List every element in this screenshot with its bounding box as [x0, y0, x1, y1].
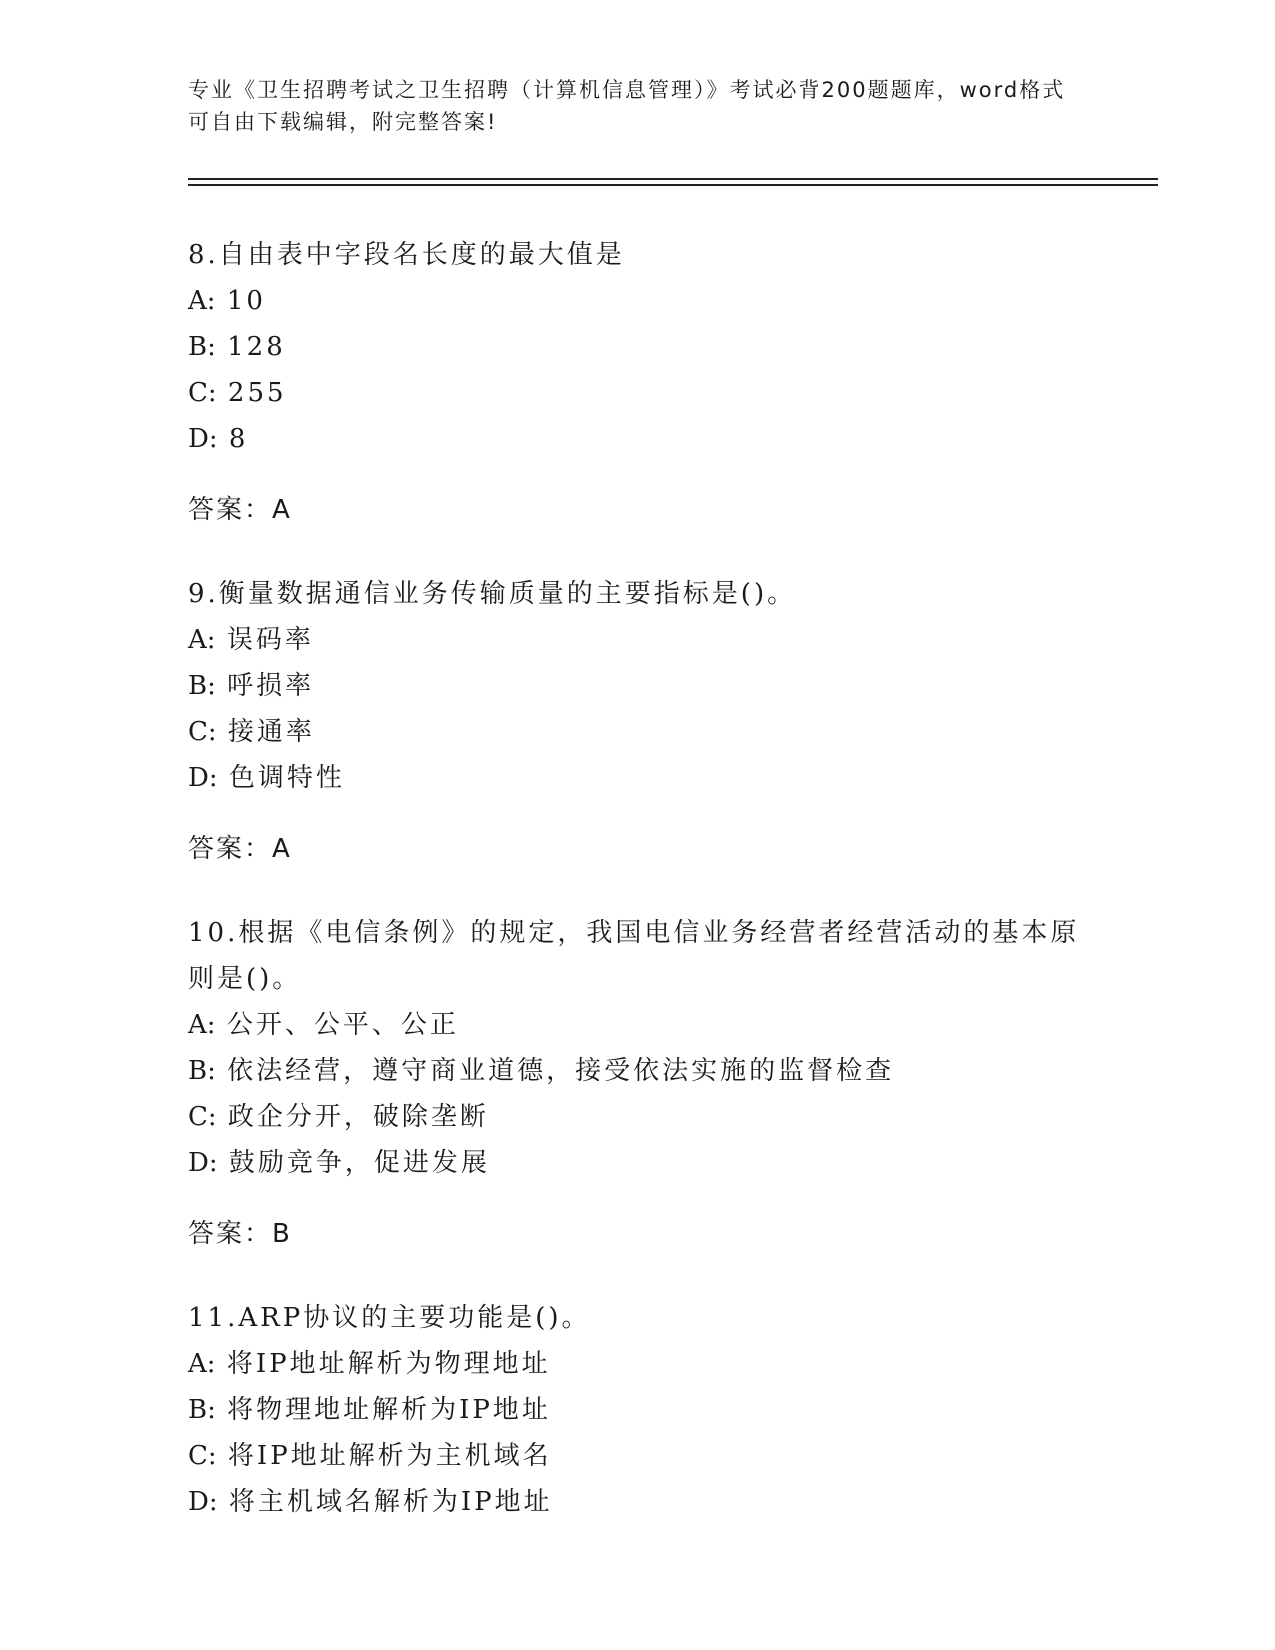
option-b [188, 324, 1088, 370]
option-label: B: [188, 1056, 216, 1086]
option-label: A: [188, 286, 216, 316]
option-text: 将主机域名解析为IP地址 [228, 1487, 553, 1517]
option-label: B: [188, 671, 216, 701]
option-label: A: [188, 625, 216, 655]
option-text: 将物理地址解析为IP地址 [227, 1395, 551, 1425]
question-stem: 9.衡量数据通信业务传输质量的主要指标是()。 [188, 579, 797, 609]
option-text: 呼损率 [227, 671, 315, 701]
document-header [188, 74, 1088, 138]
option-label: C: [188, 717, 217, 747]
answer-line: 答案：A [188, 834, 292, 864]
option-b [188, 1048, 1088, 1094]
option-c [188, 1433, 1088, 1479]
question-stem: 11.ARP协议的主要功能是()。 [188, 1303, 591, 1333]
option-label: C: [188, 1441, 217, 1471]
option-d [188, 755, 1088, 801]
option-text: 8 [228, 424, 249, 454]
option-b [188, 1387, 1088, 1433]
option-a [188, 278, 1088, 324]
question-list [188, 232, 1088, 1564]
question-stem: 10.根据《电信条例》的规定，我国电信业务经营者经营活动的基本原则是()。 [188, 918, 1080, 994]
option-label: A: [188, 1010, 216, 1040]
answer-line: 答案：A [188, 495, 292, 525]
option-text: 255 [227, 378, 287, 408]
option-c [188, 709, 1088, 755]
question-10 [188, 910, 1088, 1256]
option-label: D: [188, 424, 218, 454]
question-stem: 8.自由表中字段名长度的最大值是 [188, 240, 625, 270]
option-text: 128 [227, 332, 286, 362]
question-8 [188, 232, 1088, 532]
option-d [188, 416, 1088, 462]
option-d [188, 1140, 1088, 1186]
option-text: 色调特性 [228, 763, 345, 793]
option-c [188, 370, 1088, 416]
option-text: 鼓励竞争，促进发展 [228, 1148, 490, 1178]
question-11 [188, 1295, 1088, 1525]
option-label: B: [188, 1395, 216, 1425]
option-label: A: [188, 1349, 216, 1379]
option-label: B: [188, 332, 216, 362]
question-9 [188, 571, 1088, 871]
option-text: 依法经营，遵守商业道德，接受依法实施的监督检查 [227, 1056, 895, 1086]
document-title: 专业《卫生招聘考试之卫生招聘（计算机信息管理）》考试必背200题题库，word格式可自由下载编辑，附完整答案! [188, 78, 1066, 134]
answer-line: 答案：B [188, 1219, 292, 1249]
option-text: 接通率 [227, 717, 315, 747]
option-label: D: [188, 1148, 218, 1178]
option-label: C: [188, 378, 217, 408]
header-divider-bottom [188, 184, 1158, 186]
option-label: D: [188, 763, 218, 793]
option-text: 10 [226, 286, 266, 316]
option-a [188, 617, 1088, 663]
option-text: 政企分开，破除垄断 [227, 1102, 489, 1132]
option-a [188, 1002, 1088, 1048]
option-text: 误码率 [226, 625, 314, 655]
option-a [188, 1341, 1088, 1387]
option-text: 将IP地址解析为主机域名 [227, 1441, 552, 1471]
header-divider-top [188, 178, 1158, 180]
option-c [188, 1094, 1088, 1140]
option-text: 将IP地址解析为物理地址 [226, 1349, 551, 1379]
option-text: 公开、公平、公正 [226, 1010, 459, 1040]
option-label: D: [188, 1487, 218, 1517]
option-d [188, 1479, 1088, 1525]
option-b [188, 663, 1088, 709]
option-label: C: [188, 1102, 217, 1132]
